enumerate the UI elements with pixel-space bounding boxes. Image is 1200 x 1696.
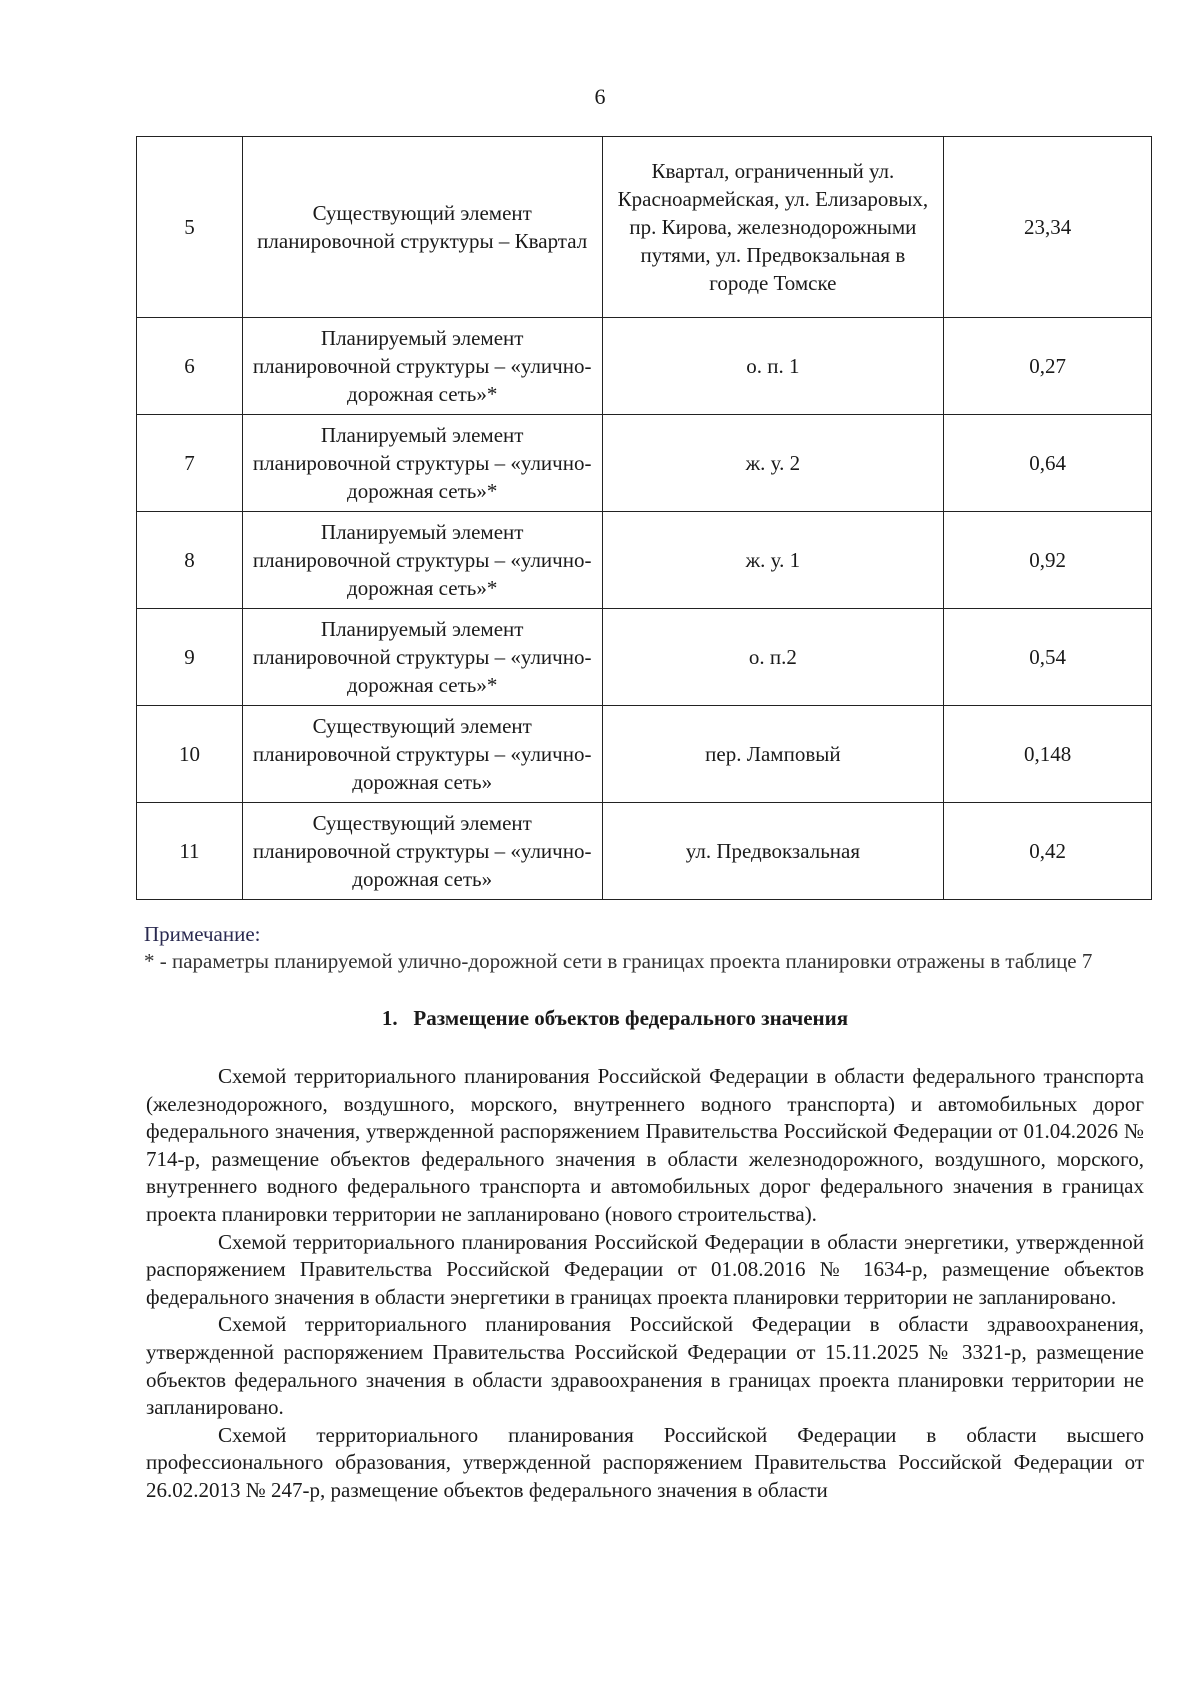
body-text [146,1063,1144,1505]
element-location: о. п.2 [602,609,944,706]
section-heading: 1. Размещение объектов федерального значения [381,1006,849,1030]
row-number: 10 [137,706,243,803]
element-location: ж. у. 1 [602,512,944,609]
element-area: 0,148 [944,706,1152,803]
element-name: Планируемый элемент планировочной структуры – «улично-дорожная сеть»* [242,318,602,415]
row-number: 9 [137,609,243,706]
element-name: Планируемый элемент планировочной структуры – «улично-дорожная сеть»* [242,609,602,706]
row-number: 7 [137,415,243,512]
element-location: Квартал, ограниченный ул. Красноармейская, ул. Елизаровых, пр. Кирова, железнодорожными путями, ул. Предвокзальная в городе Томске [602,137,944,318]
element-location: ж. у. 2 [602,415,944,512]
element-location: пер. Ламповый [602,706,944,803]
element-name: Планируемый элемент планировочной структуры – «улично-дорожная сеть»* [242,415,602,512]
row-number: 8 [137,512,243,609]
element-name: Существующий элемент планировочной структуры – «улично-дорожная сеть» [242,706,602,803]
table-row [137,512,1152,609]
planning-elements-table [136,136,1152,900]
note-text: * - параметры планируемой улично-дорожной сети в границах проекта планировки отражены в таблице 7 [144,949,1093,973]
element-name: Планируемый элемент планировочной структуры – «улично-дорожная сеть»* [242,512,602,609]
element-area: 0,92 [944,512,1152,609]
row-number: 11 [137,803,243,900]
paragraph: Схемой территориального планирования Российской Федерации в области высшего профессионального образования, утвержденной распоряжением Правительства Российской Федерации от 26.02.2013 № 247-р, размещение объектов федерального значения в области [146,1422,1144,1502]
table-row [137,318,1152,415]
element-area: 0,42 [944,803,1152,900]
element-name: Существующий элемент планировочной структуры – Квартал [242,137,602,318]
element-area: 0,27 [944,318,1152,415]
element-location: ул. Предвокзальная [602,803,944,900]
paragraph: Схемой территориального планирования Российской Федерации в области здравоохранения, утвержденной распоряжением Правительства Российской Федерации от 15.11.2025 № 3321-р, размещение объектов федерального значения в области здравоохранения в границах проекта планировки территории не запланировано. [146,1312,1144,1420]
page-number: 6 [594,84,606,109]
table-row [137,706,1152,803]
table-row [137,803,1152,900]
paragraph: Схемой территориального планирования Российской Федерации в области энергетики, утвержденной распоряжением Правительства Российской Федерации от 01.08.2016 № 1634-р, размещение объектов федерального значения в области энергетики в границах проекта планировки территории не запланировано. [146,1229,1144,1309]
element-location: о. п. 1 [602,318,944,415]
paragraph: Схемой территориального планирования Российской Федерации в области федерального транспорта (железнодорожного, воздушного, морского, внутреннего водного транспорта) и автомобильных дорог федерального значения, утвержденной распоряжением Правительства Российской Федерации от 01.04.2026 № 714-р, размещение объектов федерального значения в области железнодорожного, воздушного, морского, внутреннего водного федерального транспорта и автомобильных дорог федерального значения в границах проекта планировки территории не запланировано (нового строительства). [146,1064,1144,1226]
table-row [137,137,1152,318]
table-row [137,415,1152,512]
element-area: 0,54 [944,609,1152,706]
element-area: 0,64 [944,415,1152,512]
row-number: 6 [137,318,243,415]
table-row [137,609,1152,706]
note-title: Примечание: [144,922,261,946]
row-number: 5 [137,137,243,318]
element-area: 23,34 [944,137,1152,318]
element-name: Существующий элемент планировочной структуры – «улично-дорожная сеть» [242,803,602,900]
